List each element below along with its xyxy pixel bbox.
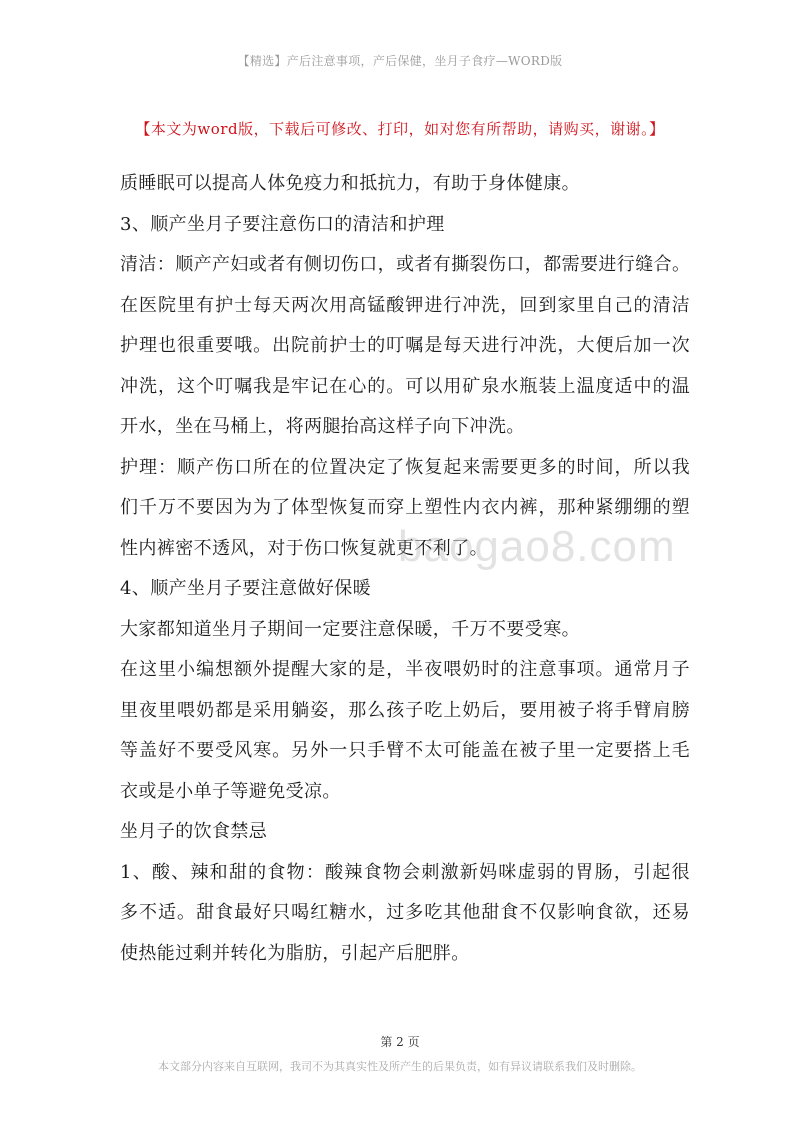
document-header: 【精选】产后注意事项，产后保健，坐月子食疗—WORD版: [237, 54, 563, 68]
text-line: 冲洗，这个叮嘱我是牢记在心的。可以用矿泉水瓶装上温度适中的温: [120, 375, 690, 397]
site-watermark: baogao8.com: [398, 522, 676, 571]
page-number: 第 2 页: [380, 1035, 420, 1049]
text-line: 性内裤密不透风，对于伤口恢复就更不利了。: [120, 537, 488, 559]
text-line: 护理：顺产伤口所在的位置决定了恢复起来需要更多的时间，所以我: [120, 456, 690, 478]
text-line: 等盖好不要受风寒。另外一只手臂不太可能盖在被子里一定要搭上毛: [120, 740, 690, 761]
text-line: 们千万不要因为为了体型恢复而穿上塑性内衣内裤，那种紧绷绷的塑: [120, 497, 690, 518]
text-line: 护理也很重要哦。出院前护士的叮嘱是每天进行冲洗，大便后加一次: [120, 335, 690, 356]
text-line: 在医院里有护士每天两次用高锰酸钾进行冲洗，回到家里自己的清洁: [120, 294, 690, 316]
text-line: 3、顺产坐月子要注意伤口的清洁和护理: [120, 213, 445, 235]
word-version-notice: 【本文为word版，下载后可修改、打印，如对您有所帮助，请购买，谢谢。】: [135, 120, 665, 138]
text-line: 清洁：顺产产妇或者有侧切伤口，或者有撕裂伤口，都需要进行缝合。: [120, 254, 691, 275]
text-line: 使热能过剩并转化为脂肪，引起产后肥胖。: [120, 942, 470, 964]
text-line: 多不适。甜食最好只喝红糖水，过多吃其他甜食不仅影响食欲，还易: [120, 902, 690, 923]
disclaimer-footer: 本文部分内容来自互联网，我司不为其真实性及所产生的后果负责，如有异议请联系我们及时删除。: [158, 1060, 642, 1073]
text-line: 开水，坐在马桶上，将两腿抬高这样子向下冲洗。: [120, 416, 525, 437]
text-line: 4、顺产坐月子要注意做好保暖: [120, 578, 372, 599]
text-line: 1、酸、辣和甜的食物：酸辣食物会刺激新妈咪虚弱的胃肠，引起很: [120, 861, 690, 883]
text-line: 在这里小编想额外提醒大家的是，半夜喂奶时的注意事项。通常月子: [120, 659, 690, 680]
text-line: 里夜里喂奶都是采用躺姿，那么孩子吃上奶后，要用被子将手臂肩膀: [120, 699, 690, 721]
text-line: 坐月子的饮食禁忌: [120, 821, 268, 842]
text-line: 大家都知道坐月子期间一定要注意保暖，千万不要受寒。: [120, 618, 580, 640]
text-line: 衣或是小单子等避免受凉。: [120, 780, 341, 802]
text-line: 质睡眠可以提高人体免疫力和抵抗力，有助于身体健康。: [120, 173, 580, 194]
